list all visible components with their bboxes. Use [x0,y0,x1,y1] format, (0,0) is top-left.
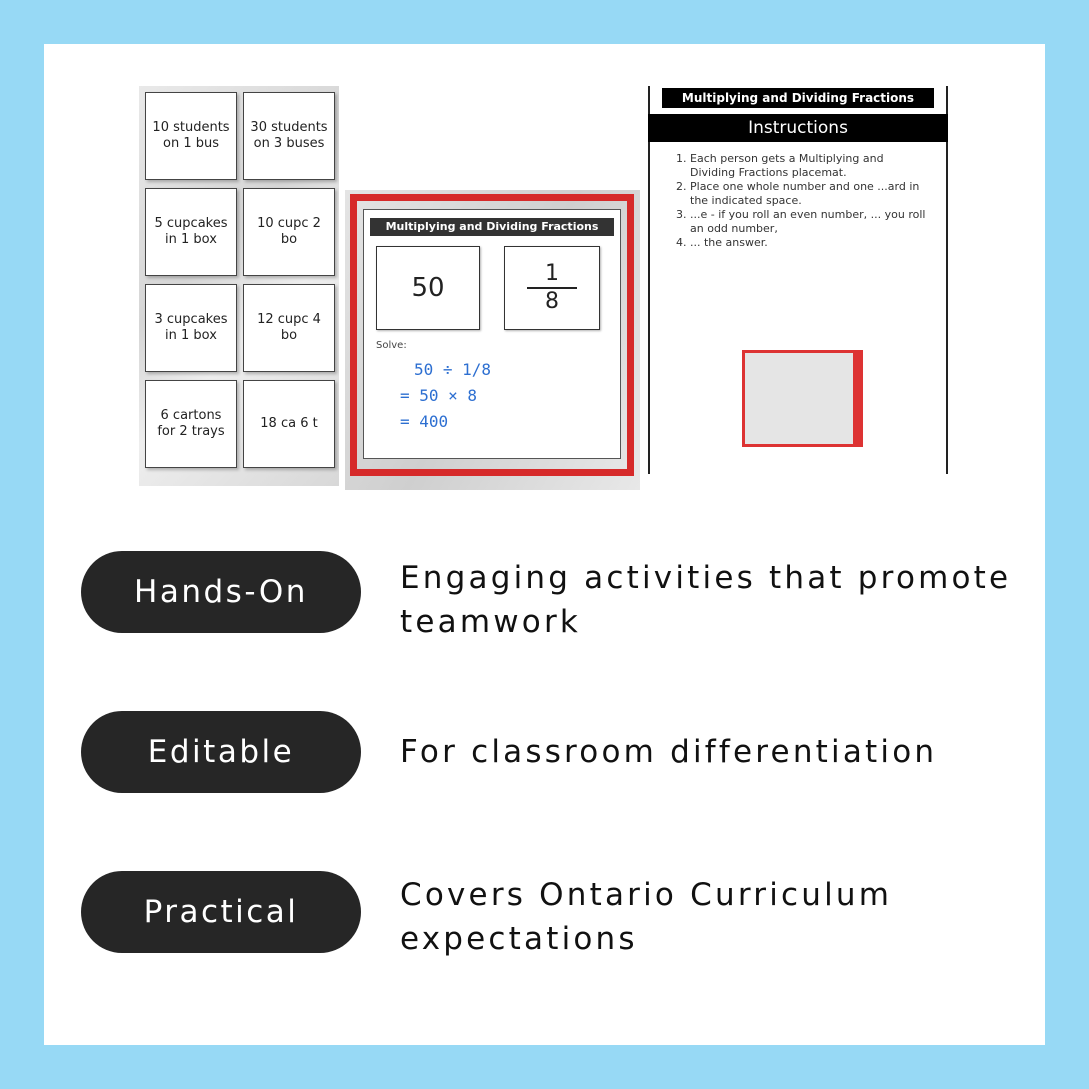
placemat-title: Multiplying and Dividing Fractions [370,218,614,236]
task-card: 18 ca 6 t [243,380,335,468]
instruction-step: 2. Place one whole number and one ...ard in the indicated space. [690,180,932,208]
task-card: 6 cartons for 2 trays [145,380,237,468]
placemat-thumbnail [742,350,863,447]
task-card: 12 cupc 4 bo [243,284,335,372]
instruction-list [672,152,932,250]
task-card: 30 students on 3 buses [243,92,335,180]
denominator: 8 [545,289,559,314]
instruction-step: 3. ...e - if you roll an even number, ... you roll an odd number, [690,208,932,236]
whole-number-card: 50 [376,246,480,330]
task-card: 10 students on 1 bus [145,92,237,180]
feature-description: Covers Ontario Curriculum expectations [400,877,893,957]
handwritten-work: = 50 × 8 [400,386,478,405]
feature-description: Engaging activities that promote teamwork [400,560,1012,640]
placemat-sheet [363,209,621,459]
instruction-step: 1. Each person gets a Multiplying and Dividing Fractions placemat. [690,152,932,180]
numerator: 1 [545,261,559,286]
task-card: 10 cupc 2 bo [243,188,335,276]
handwritten-work: = 400 [400,412,449,431]
feature-badge-hands-on: Hands-On [81,551,361,633]
task-card: 5 cupcakes in 1 box [145,188,237,276]
feature-description: For classroom differentiation [400,734,938,770]
placemat-photo [345,190,640,490]
feature-badge-editable: Editable [81,711,361,793]
fraction-card [504,246,600,330]
solve-label: Solve: [376,340,407,351]
handwritten-work: 50 ÷ 1/8 [414,360,492,379]
dry-erase-pocket [350,194,634,476]
task-card: 3 cupcakes in 1 box [145,284,237,372]
task-cards-photo [139,86,339,486]
feature-badge-practical: Practical [81,871,361,953]
doc-title: Multiplying and Dividing Fractions [662,88,934,108]
instruction-step: 4. ... the answer. [690,236,932,250]
doc-heading: Instructions [648,114,948,142]
